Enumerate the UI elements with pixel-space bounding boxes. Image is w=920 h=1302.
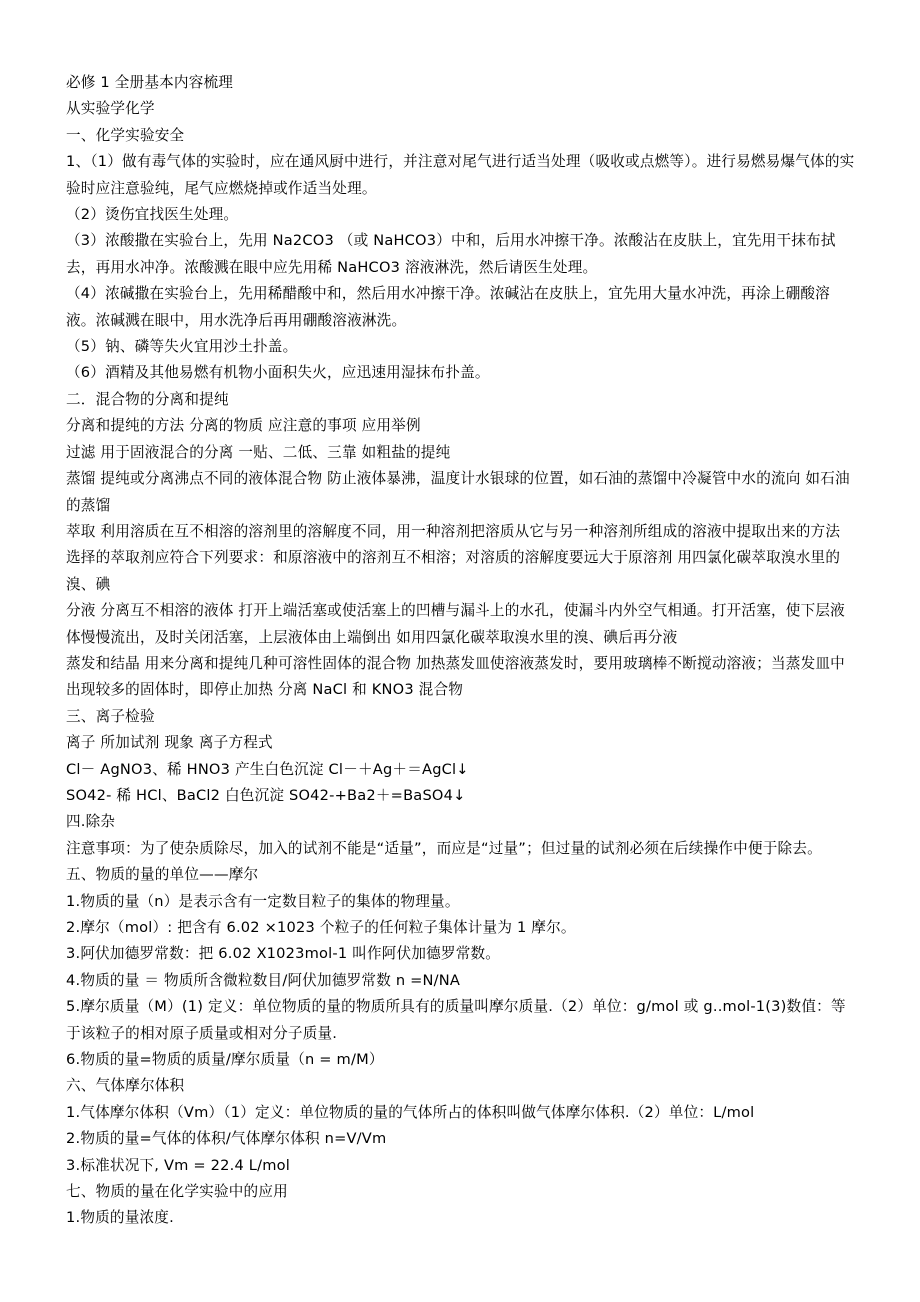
table-row: Cl－ AgNO3、稀 HNO3 产生白色沉淀 Cl－＋Ag＋＝AgCl↓ [66, 760, 469, 778]
table-header-row: 离子 所加试剂 现象 离子方程式 [66, 734, 273, 752]
section-heading: 五、物质的量的单位——摩尔 [66, 866, 259, 884]
paragraph: （4）浓碱撒在实验台上，先用稀醋酸中和，然后用水冲擦干净。浓碱沾在皮肤上，宜先用大量水冲洗，再涂上硼酸溶液。浓碱溅在眼中，用水洗净后再用硼酸溶液淋洗。 [66, 285, 830, 329]
section-heading: 一、化学实验安全 [66, 126, 185, 144]
paragraph: 注意事项：为了使杂质除尽，加入的试剂不能是“适量”，而应是“过量”；但过量的试剂必须在后续操作中便于除去。 [66, 839, 822, 857]
paragraph: 2.物质的量=气体的体积/气体摩尔体积 n=V/Vm [66, 1130, 387, 1148]
table-row: 蒸馏 提纯或分离沸点不同的液体混合物 防止液体暴沸，温度计水银球的位置，如石油的蒸馏中冷凝管中水的流向 如石油的蒸馏 [66, 470, 850, 514]
paragraph: 4.物质的量 ＝ 物质所含微粒数目/阿伏加德罗常数 n =N/NA [66, 971, 461, 989]
paragraph: 5.摩尔质量（M）(1) 定义：单位物质的量的物质所具有的质量叫摩尔质量.（2）单位：g/mol 或 g..mol-1(3)数值：等于该粒子的相对原子质量或相对分子质量. [66, 998, 846, 1042]
chapter-heading: 从实验学化学 [66, 100, 155, 118]
document-title: 必修 1 全册基本内容梳理 [66, 74, 234, 91]
table-row: 分液 分离互不相溶的液体 打开上端活塞或使活塞上的凹槽与漏斗上的水孔，使漏斗内外空气相通。打开活塞，使下层液体慢慢流出，及时关闭活塞，上层液体由上端倒出 如用四氯化碳萃取溴水里的溴、碘后再分液 [66, 602, 845, 646]
section-heading: 四.除杂 [66, 813, 116, 831]
paragraph: （2）烫伤宜找医生处理。 [66, 206, 239, 224]
paragraph: 1.物质的量（n）是表示含有一定数目粒子的集体的物理量。 [66, 892, 460, 910]
section-heading: 七、物质的量在化学实验中的应用 [66, 1183, 288, 1201]
paragraph: （5）钠、磷等失火宜用沙土扑盖。 [66, 338, 298, 356]
paragraph: 2.摩尔（mol）: 把含有 6.02 ×1023 个粒子的任何粒子集体计量为 1 摩尔。 [66, 919, 576, 936]
paragraph: 3.阿伏加德罗常数：把 6.02 X1023mol-1 叫作阿伏加德罗常数。 [66, 945, 501, 963]
section-heading: 三、离子检验 [66, 707, 155, 725]
table-row: 萃取 利用溶质在互不相溶的溶剂里的溶解度不同，用一种溶剂把溶质从它与另一种溶剂所组成的溶液中提取出来的方法 选择的萃取剂应符合下列要求：和原溶液中的溶剂互不相溶；对溶质的溶解度要远大于原溶剂 用四氯化碳萃取溴水里的溴、碘 [66, 522, 845, 593]
paragraph: 1、（1）做有毒气体的实验时，应在通风厨中进行，并注意对尾气进行适当处理（吸收或点燃等）。进行易燃易爆气体的实验时应注意验纯，尾气应燃烧掉或作适当处理。 [66, 153, 855, 197]
document-body [66, 70, 858, 1232]
paragraph: 1.物质的量浓度. [66, 1209, 174, 1227]
table-row: 蒸发和结晶 用来分离和提纯几种可溶性固体的混合物 加热蒸发皿使溶液蒸发时，要用玻璃棒不断搅动溶液；当蒸发皿中出现较多的固体时，即停止加热 分离 NaCl 和 KNO3 混合物 [66, 654, 845, 699]
table-row: 过滤 用于固液混合的分离 一贴、二低、三靠 如粗盐的提纯 [66, 443, 451, 461]
paragraph: 1.气体摩尔体积（Vm）（1）定义：单位物质的量的气体所占的体积叫做气体摩尔体积.（2）单位：L/mol [66, 1103, 755, 1121]
paragraph: 3.标准状况下, Vm = 22.4 L/mol [66, 1156, 291, 1174]
paragraph: （3）浓酸撒在实验台上，先用 Na2CO3 （或 NaHCO3）中和，后用水冲擦干净。浓酸沾在皮肤上，宜先用干抹布拭去，再用水冲净。浓酸溅在眼中应先用稀 NaHCO3 溶液淋洗，然后请医生处理。 [66, 232, 836, 276]
paragraph: 6.物质的量=物质的质量/摩尔质量（n = m/M） [66, 1051, 384, 1069]
table-header-row: 分离和提纯的方法 分离的物质 应注意的事项 应用举例 [66, 417, 421, 435]
paragraph: （6）酒精及其他易燃有机物小面积失火，应迅速用湿抹布扑盖。 [66, 364, 490, 382]
table-row: SO42- 稀 HCl、BaCl2 白色沉淀 SO42-+Ba2＋=BaSO4↓ [66, 786, 466, 804]
section-heading: 六、气体摩尔体积 [66, 1077, 185, 1095]
section-heading: 二．混合物的分离和提纯 [66, 390, 229, 408]
